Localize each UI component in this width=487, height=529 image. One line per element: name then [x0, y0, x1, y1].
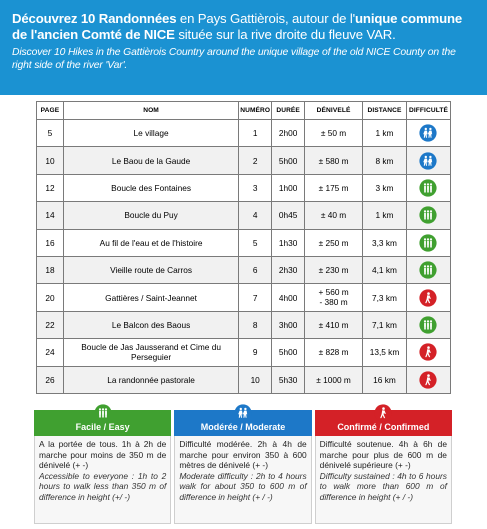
intro-text-2: située sur la rive droite du fleuve VAR.: [174, 27, 396, 42]
cell-distance: 1 km: [363, 202, 407, 229]
confirmed-hiker-icon: [419, 343, 437, 361]
easy-hiker-icon: [419, 261, 437, 279]
cell-nom: Le Balcon des Baous: [63, 311, 238, 338]
easy-hiker-icon: [419, 234, 437, 252]
table-row: [37, 174, 451, 201]
cell-nom: Vieille route de Carros: [63, 256, 238, 283]
cell-distance: 7,1 km: [363, 311, 407, 338]
cell-numero: 1: [239, 120, 272, 147]
cell-duree: 4h00: [272, 284, 305, 311]
cell-difficulte: [406, 174, 450, 201]
legend-confirmed-fr: Difficulté soutenue. 4h à 6h de marche pour plus de 600 m de dénivelé supérieure (+ -): [319, 439, 447, 471]
cell-duree: 1h30: [272, 229, 305, 256]
legend-moderate-title: Modérée / Moderate: [200, 422, 286, 432]
cell-numero: 8: [239, 311, 272, 338]
legend-confirmed: [315, 410, 452, 524]
cell-numero: 6: [239, 256, 272, 283]
legend-moderate-body: [174, 436, 311, 524]
easy-hiker-icon: [419, 316, 437, 334]
confirmed-hiker-icon: [374, 404, 392, 422]
denivele-value: ± 175 m: [318, 182, 349, 193]
col-header-nom: NOM: [63, 102, 238, 120]
cell-nom: Boucle du Puy: [63, 202, 238, 229]
table-row: [37, 284, 451, 311]
cell-nom: Boucle des Fontaines: [63, 174, 238, 201]
cell-page: 5: [37, 120, 64, 147]
cell-nom: Gattières / Saint-Jeannet: [63, 284, 238, 311]
cell-duree: 5h00: [272, 147, 305, 174]
legend-moderate: [174, 410, 311, 524]
cell-denivele: [305, 174, 363, 201]
legend-easy-fr: A la portée de tous. 1h à 2h de marche pour moins de 350 m de dénivelé (+ -): [39, 439, 167, 471]
cell-numero: 4: [239, 202, 272, 229]
table-header-row: [37, 102, 451, 120]
cell-denivele: [305, 366, 363, 393]
cell-numero: 5: [239, 229, 272, 256]
cell-distance: 16 km: [363, 366, 407, 393]
cell-denivele: [305, 147, 363, 174]
moderate-hiker-icon: [419, 152, 437, 170]
col-header-denivele: DÉNIVELÉ: [305, 102, 363, 120]
legend-easy-en: Accessible to everyone : 1h to 2 hours to walk less than 350 m of difference in height (+/ -): [39, 470, 167, 502]
cell-numero: 9: [239, 339, 272, 366]
cell-duree: 3h00: [272, 311, 305, 338]
cell-difficulte: [406, 120, 450, 147]
cell-duree: 2h30: [272, 256, 305, 283]
cell-difficulte: [406, 339, 450, 366]
cell-page: 22: [37, 311, 64, 338]
table-row: [37, 229, 451, 256]
legend-easy-title: Facile / Easy: [75, 422, 130, 432]
cell-difficulte: [406, 284, 450, 311]
cell-numero: 7: [239, 284, 272, 311]
cell-denivele: [305, 311, 363, 338]
moderate-hiker-icon: [419, 124, 437, 142]
col-header-numero: NUMÉRO: [239, 102, 272, 120]
col-header-duree: DURÉE: [272, 102, 305, 120]
cell-denivele: [305, 284, 363, 311]
intro-text-1: en Pays Gattièrois, autour de l': [176, 11, 356, 26]
intro-banner: [0, 0, 487, 95]
cell-page: 24: [37, 339, 64, 366]
cell-distance: 1 km: [363, 120, 407, 147]
denivele-value: ± 580 m: [318, 155, 349, 166]
cell-nom: Le Baou de la Gaude: [63, 147, 238, 174]
denivele-value-descent: - 380 m: [319, 296, 348, 307]
cell-page: 18: [37, 256, 64, 283]
legend-confirmed-body: [315, 436, 452, 524]
legend-easy-header: [34, 410, 171, 436]
denivele-value: ± 40 m: [320, 210, 347, 221]
cell-page: 20: [37, 284, 64, 311]
cell-denivele: [305, 120, 363, 147]
legend-confirmed-title: Confirmé / Confirmed: [337, 422, 430, 432]
cell-denivele: [305, 229, 363, 256]
intro-french: [12, 11, 473, 43]
legend-moderate-en: Moderate difficulty : 2h to 4 hours walk for about 350 to 600 m of difference in height (+ / -): [179, 470, 307, 502]
easy-hiker-icon: [94, 404, 112, 422]
cell-distance: 7,3 km: [363, 284, 407, 311]
cell-difficulte: [406, 202, 450, 229]
confirmed-hiker-icon: [419, 289, 437, 307]
denivele-value: ± 1000 m: [316, 374, 351, 385]
legend-confirmed-en: Difficulty sustained : 4h to 6 hours to walk more than 600 m of difference in height (+ / -): [319, 470, 447, 502]
denivele-value: + 560 m: [318, 287, 349, 298]
cell-nom: La randonnée pastorale: [63, 366, 238, 393]
table-row: [37, 202, 451, 229]
legend-easy: [34, 410, 171, 524]
cell-difficulte: [406, 311, 450, 338]
cell-distance: 3,3 km: [363, 229, 407, 256]
intro-bold-hikes: Découvrez 10 Randonnées: [12, 11, 177, 26]
cell-numero: 10: [239, 366, 272, 393]
moderate-hiker-icon: [234, 404, 252, 422]
denivele-value: ± 410 m: [318, 319, 349, 330]
cell-duree: 2h00: [272, 120, 305, 147]
col-header-page: PAGE: [37, 102, 64, 120]
legend-confirmed-header: [315, 410, 452, 436]
cell-page: 16: [37, 229, 64, 256]
easy-hiker-icon: [419, 206, 437, 224]
cell-nom: Le village: [63, 120, 238, 147]
denivele-value: ± 828 m: [318, 347, 349, 358]
hikes-table: [36, 101, 451, 394]
cell-page: 26: [37, 366, 64, 393]
cell-page: 14: [37, 202, 64, 229]
cell-difficulte: [406, 366, 450, 393]
col-header-distance: DISTANCE: [363, 102, 407, 120]
cell-nom: Boucle de Jas Jausserand et Cime du Perseguier: [63, 339, 238, 366]
easy-hiker-icon: [419, 179, 437, 197]
legend-moderate-fr: Difficulté modérée. 2h à 4h de marche pour environ 350 à 600 mètres de dénivelé (+ -): [179, 439, 307, 471]
cell-difficulte: [406, 147, 450, 174]
denivele-value: ± 250 m: [318, 237, 349, 248]
cell-distance: 3 km: [363, 174, 407, 201]
confirmed-hiker-icon: [419, 371, 437, 389]
cell-distance: 4,1 km: [363, 256, 407, 283]
cell-difficulte: [406, 229, 450, 256]
cell-numero: 2: [239, 147, 272, 174]
table-row: [37, 311, 451, 338]
cell-page: 12: [37, 174, 64, 201]
cell-page: 10: [37, 147, 64, 174]
intro-bold-commune: unique commune: [355, 11, 463, 26]
difficulty-legend: [34, 410, 452, 524]
table-row: [37, 120, 451, 147]
cell-nom: Au fil de l'eau et de l'histoire: [63, 229, 238, 256]
table-row: [37, 147, 451, 174]
cell-duree: 5h30: [272, 366, 305, 393]
cell-numero: 3: [239, 174, 272, 201]
cell-denivele: [305, 256, 363, 283]
table-row: [37, 339, 451, 366]
table-row: [37, 366, 451, 393]
cell-distance: 13,5 km: [363, 339, 407, 366]
legend-easy-body: [34, 436, 171, 524]
cell-distance: 8 km: [363, 147, 407, 174]
cell-duree: 1h00: [272, 174, 305, 201]
cell-difficulte: [406, 256, 450, 283]
denivele-value: ± 50 m: [320, 128, 347, 139]
intro-bold-county: de l'ancien Comté de NICE: [12, 27, 175, 42]
cell-duree: 5h00: [272, 339, 305, 366]
cell-denivele: [305, 339, 363, 366]
legend-moderate-header: [174, 410, 311, 436]
intro-english: Discover 10 Hikes in the Gattièrois Country around the unique village of the old NICE County on the right side of the river 'Var'.: [12, 47, 456, 71]
cell-duree: 0h45: [272, 202, 305, 229]
denivele-value: ± 230 m: [318, 265, 349, 276]
cell-denivele: [305, 202, 363, 229]
table-row: [37, 256, 451, 283]
col-header-difficulte: DIFFICULTÉ: [406, 102, 450, 120]
